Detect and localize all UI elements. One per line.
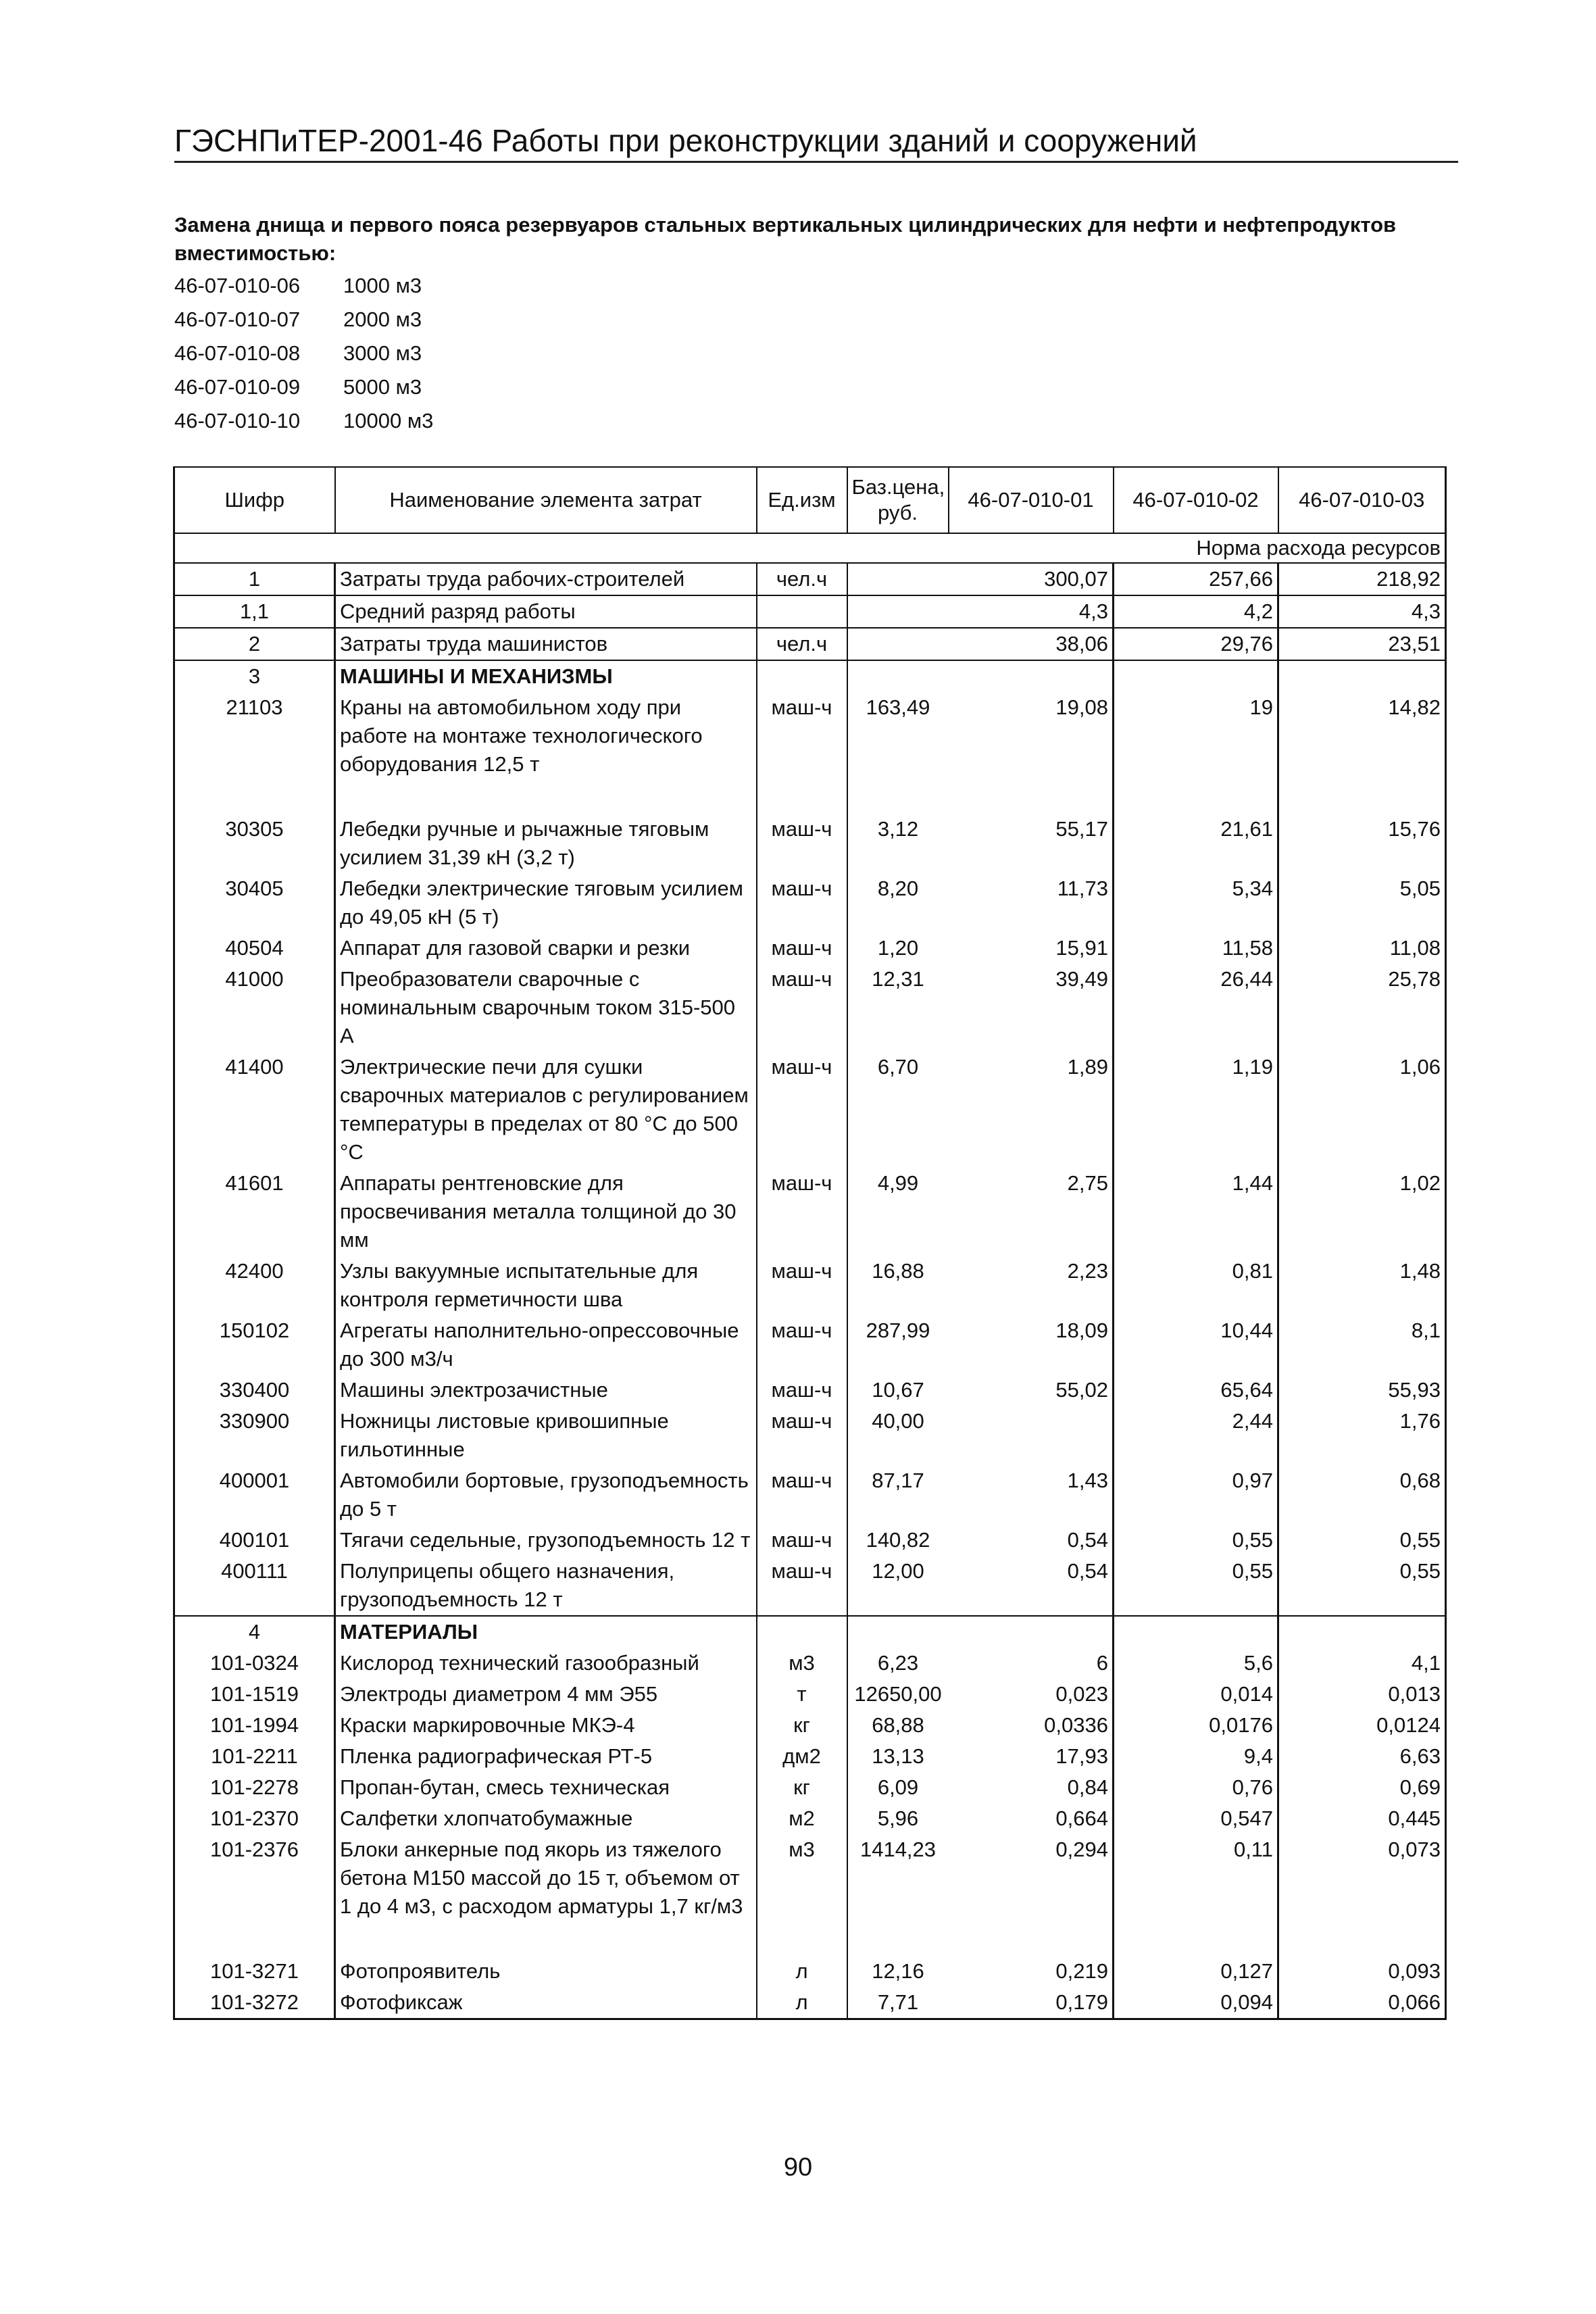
table-row	[174, 1987, 1446, 2019]
row-name: Салфетки хлопчатобумажные	[335, 1803, 757, 1834]
row-price: 7,71	[847, 1987, 949, 2019]
row-code: 3	[174, 660, 335, 692]
table-row	[174, 873, 1446, 933]
table-row	[174, 1741, 1446, 1772]
row-price: 287,99	[866, 1319, 930, 1342]
table-row	[174, 692, 1446, 780]
row-name: Преобразователи сварочные с номинальным сварочным током 315-500 А	[335, 964, 757, 1052]
row-value-col3	[1278, 660, 1446, 692]
row-value-col1: 0,023	[949, 1679, 1114, 1710]
row-price: 12,00	[872, 1559, 924, 1583]
variant-capacity: 5000 м3	[343, 375, 422, 399]
row-code: 1,1	[174, 595, 335, 628]
row-code: 101-1994	[174, 1710, 335, 1741]
row-code: 101-2211	[174, 1741, 335, 1772]
row-name: Лебедки ручные и рычажные тяговым усилием 31,39 кН (3,2 т)	[335, 814, 757, 873]
variant-item	[174, 337, 433, 370]
table-row	[174, 1710, 1446, 1741]
row-name: МАТЕРИАЛЫ	[335, 1616, 757, 1648]
row-value-col1: 18,09	[949, 1315, 1114, 1375]
row-name: Машины электрозачистные	[335, 1375, 757, 1406]
row-value-col1	[949, 660, 1114, 692]
page-number: 90	[783, 2153, 813, 2182]
spacer-cell	[1278, 780, 1446, 814]
row-value-col3: 0,066	[1278, 1987, 1446, 2019]
row-value-col1: 2,75	[949, 1168, 1114, 1256]
row-value-col1: 1,43	[949, 1465, 1114, 1525]
row-name: Полуприцепы общего назначения, грузоподъемность 12 т	[335, 1556, 757, 1616]
row-name: Фотофиксаж	[335, 1987, 757, 2019]
row-value-col2: 0,55	[1114, 1556, 1278, 1616]
row-name: Средний разряд работы	[335, 595, 757, 628]
row-name: Узлы вакуумные испытательные для контроля герметичности шва	[335, 1256, 757, 1315]
row-code: 330900	[174, 1406, 335, 1465]
header-name: Наименование элемента затрат	[335, 467, 757, 533]
row-name: Аппараты рентгеновские для просвечивания металла толщиной до 30 мм	[335, 1168, 757, 1256]
row-name: Электрические печи для сушки сварочных материалов с регулированием температуры в пределах от 80 °С до 500 °С	[335, 1052, 757, 1168]
variant-capacity: 2000 м3	[343, 307, 422, 331]
row-value-col3	[1278, 1616, 1446, 1648]
row-value-col3: 8,1	[1278, 1315, 1446, 1375]
norm-label: Норма расхода ресурсов	[174, 533, 1446, 563]
row-code: 101-2370	[174, 1803, 335, 1834]
row-unit: маш-ч	[757, 1052, 847, 1168]
row-code: 101-2376	[174, 1834, 335, 1922]
header-col3: 46-07-010-03	[1278, 467, 1446, 533]
row-name: Кислород технический газообразный	[335, 1648, 757, 1679]
row-value-col1: 0,179	[949, 1987, 1114, 2019]
table-row	[174, 1648, 1446, 1679]
row-name: Затраты труда рабочих-строителей	[335, 563, 757, 595]
row-name: Пленка радиографическая РТ-5	[335, 1741, 757, 1772]
row-value-col1: 4,3	[949, 595, 1114, 628]
row-code: 400101	[174, 1525, 335, 1556]
row-price	[847, 563, 949, 595]
row-name: Лебедки электрические тяговым усилием до 49,05 кН (5 т)	[335, 873, 757, 933]
row-value-col3: 5,05	[1278, 873, 1446, 933]
spacer-cell	[847, 780, 949, 814]
row-price: 6,09	[877, 1775, 919, 1799]
row-value-col3: 4,1	[1278, 1648, 1446, 1679]
table-spacer-row	[174, 780, 1446, 814]
resource-table-wrapper	[173, 466, 1445, 2020]
row-value-col2: 1,44	[1114, 1168, 1278, 1256]
variant-item	[174, 370, 433, 404]
row-value-col2: 0,547	[1114, 1803, 1278, 1834]
row-value-col3: 1,76	[1278, 1406, 1446, 1465]
row-value-col3: 0,073	[1278, 1834, 1446, 1922]
row-value-col2: 0,81	[1114, 1256, 1278, 1315]
variant-capacity: 10000 м3	[343, 409, 434, 433]
spacer-cell	[949, 780, 1114, 814]
row-value-col3: 15,76	[1278, 814, 1446, 873]
row-price: 8,20	[877, 877, 919, 900]
row-unit: маш-ч	[757, 692, 847, 780]
table-row	[174, 1315, 1446, 1375]
row-unit: маш-ч	[757, 1556, 847, 1616]
row-unit: т	[757, 1679, 847, 1710]
row-code: 30405	[174, 873, 335, 933]
table-row	[174, 1956, 1446, 1987]
table-row	[174, 1525, 1446, 1556]
spacer-cell	[757, 780, 847, 814]
row-name: Агрегаты наполнительно-опрессовочные до 300 м3/ч	[335, 1315, 757, 1375]
table-row	[174, 1772, 1446, 1803]
row-unit: кг	[757, 1772, 847, 1803]
row-value-col2: 0,11	[1114, 1834, 1278, 1922]
row-code: 4	[174, 1616, 335, 1648]
row-value-col2: 9,4	[1114, 1741, 1278, 1772]
row-unit: маш-ч	[757, 1375, 847, 1406]
row-value-col1: 300,07	[949, 563, 1114, 595]
row-price: 87,17	[872, 1469, 924, 1492]
row-value-col3: 6,63	[1278, 1741, 1446, 1772]
row-name: Аппарат для газовой сварки и резки	[335, 933, 757, 964]
row-value-col3: 0,69	[1278, 1772, 1446, 1803]
norm-label-row	[174, 533, 1446, 563]
table-row	[174, 660, 1446, 692]
row-value-col3: 23,51	[1278, 628, 1446, 660]
row-name: Краны на автомобильном ходу при работе на монтаже технологического оборудования 12,5 т	[335, 692, 757, 780]
row-value-col3: 14,82	[1278, 692, 1446, 780]
row-price: 13,13	[872, 1744, 924, 1768]
row-unit: чел.ч	[757, 563, 847, 595]
table-row	[174, 1803, 1446, 1834]
row-price: 68,88	[872, 1713, 924, 1737]
row-value-col2: 0,55	[1114, 1525, 1278, 1556]
row-value-col3: 1,06	[1278, 1052, 1446, 1168]
row-unit: маш-ч	[757, 1465, 847, 1525]
row-price: 163,49	[866, 695, 930, 719]
resource-table	[173, 466, 1447, 2020]
row-value-col1	[949, 1406, 1114, 1465]
row-price: 16,88	[872, 1259, 924, 1283]
header-code: Шифр	[174, 467, 335, 533]
row-price: 4,99	[877, 1171, 919, 1195]
header-price: Баз.цена, руб.	[847, 467, 949, 533]
header-rule	[174, 161, 1458, 163]
row-value-col3: 0,093	[1278, 1956, 1446, 1987]
row-value-col1: 0,54	[949, 1556, 1114, 1616]
row-value-col2: 0,127	[1114, 1956, 1278, 1987]
row-code: 40504	[174, 933, 335, 964]
table-row	[174, 1679, 1446, 1710]
row-value-col1: 2,23	[949, 1256, 1114, 1315]
row-value-col1: 0,294	[949, 1834, 1114, 1922]
row-name: Блоки анкерные под якорь из тяжелого бетона М150 массой до 15 т, объемом от 1 до 4 м3, с расходом арматуры 1,7 кг/м3	[335, 1834, 757, 1922]
row-price: 140,82	[866, 1528, 930, 1552]
spacer-cell	[847, 1922, 949, 1956]
row-value-col2	[1114, 660, 1278, 692]
row-value-col3: 0,013	[1278, 1679, 1446, 1710]
row-value-col2: 26,44	[1114, 964, 1278, 1052]
row-value-col2: 5,6	[1114, 1648, 1278, 1679]
variant-item	[174, 269, 433, 303]
table-body	[174, 563, 1446, 2019]
row-value-col2: 1,19	[1114, 1052, 1278, 1168]
row-value-col1: 15,91	[949, 933, 1114, 964]
row-unit: маш-ч	[757, 814, 847, 873]
spacer-cell	[174, 1922, 335, 1956]
row-code: 400001	[174, 1465, 335, 1525]
table-row	[174, 1465, 1446, 1525]
row-unit: маш-ч	[757, 1256, 847, 1315]
row-code: 2	[174, 628, 335, 660]
spacer-cell	[1278, 1922, 1446, 1956]
row-price: 12,16	[872, 1959, 924, 1983]
table-row	[174, 1375, 1446, 1406]
row-price: 5,96	[877, 1806, 919, 1830]
row-value-col2: 29,76	[1114, 628, 1278, 660]
row-value-col3: 0,55	[1278, 1525, 1446, 1556]
spacer-cell	[757, 1922, 847, 1956]
row-value-col1: 17,93	[949, 1741, 1114, 1772]
row-price: 10,67	[872, 1378, 924, 1402]
row-name: Автомобили бортовые, грузоподъемность до 5 т	[335, 1465, 757, 1525]
row-code: 42400	[174, 1256, 335, 1315]
table-row	[174, 1556, 1446, 1616]
row-unit	[757, 660, 847, 692]
row-value-col3: 25,78	[1278, 964, 1446, 1052]
row-value-col2: 65,64	[1114, 1375, 1278, 1406]
intro-text: Замена днища и первого пояса резервуаров стальных вертикальных цилиндрических для нефти и нефтепродуктов вместимостью:	[174, 213, 1397, 265]
row-value-col2: 21,61	[1114, 814, 1278, 873]
row-code: 41000	[174, 964, 335, 1052]
page-header-title: ГЭСНПиТЕР-2001-46 Работы при реконструкции зданий и сооружений	[174, 123, 1197, 158]
row-code: 101-1519	[174, 1679, 335, 1710]
table-row	[174, 1834, 1446, 1922]
row-name: Фотопроявитель	[335, 1956, 757, 1987]
row-code: 101-3271	[174, 1956, 335, 1987]
row-price: 1,20	[877, 936, 919, 960]
row-unit: м3	[757, 1834, 847, 1922]
row-price: 6,70	[877, 1055, 919, 1079]
row-unit: маш-ч	[757, 1525, 847, 1556]
row-value-col2: 0,76	[1114, 1772, 1278, 1803]
row-unit: маш-ч	[757, 1315, 847, 1375]
row-price: 40,00	[872, 1409, 924, 1433]
row-name: Пропан-бутан, смесь техническая	[335, 1772, 757, 1803]
table-spacer-row	[174, 1922, 1446, 1956]
variants-list	[174, 269, 433, 438]
row-value-col1: 0,0336	[949, 1710, 1114, 1741]
row-unit: маш-ч	[757, 1406, 847, 1465]
row-price	[847, 628, 949, 660]
spacer-cell	[949, 1922, 1114, 1956]
row-unit	[757, 1616, 847, 1648]
table-row	[174, 933, 1446, 964]
row-value-col2: 0,97	[1114, 1465, 1278, 1525]
row-code: 41400	[174, 1052, 335, 1168]
row-value-col1: 0,54	[949, 1525, 1114, 1556]
row-price: 3,12	[877, 817, 919, 841]
row-value-col2: 0,094	[1114, 1987, 1278, 2019]
row-code: 150102	[174, 1315, 335, 1375]
row-unit	[757, 595, 847, 628]
table-row	[174, 1406, 1446, 1465]
header-col2: 46-07-010-02	[1114, 467, 1278, 533]
row-value-col2: 4,2	[1114, 595, 1278, 628]
row-name: Ножницы листовые кривошипные гильотинные	[335, 1406, 757, 1465]
table-row	[174, 1168, 1446, 1256]
row-value-col1	[949, 1616, 1114, 1648]
header-unit: Ед.изм	[757, 467, 847, 533]
table-row	[174, 1052, 1446, 1168]
row-value-col3: 0,68	[1278, 1465, 1446, 1525]
row-unit: чел.ч	[757, 628, 847, 660]
row-price: 12,31	[872, 967, 924, 991]
row-name: Электроды диаметром 4 мм Э55	[335, 1679, 757, 1710]
row-code: 330400	[174, 1375, 335, 1406]
row-price: 1414,23	[859, 1838, 937, 1861]
row-value-col2: 2,44	[1114, 1406, 1278, 1465]
row-value-col1: 0,84	[949, 1772, 1114, 1803]
row-value-col3: 218,92	[1278, 563, 1446, 595]
row-value-col1: 38,06	[949, 628, 1114, 660]
table-row	[174, 964, 1446, 1052]
row-unit: маш-ч	[757, 964, 847, 1052]
variant-code: 46-07-010-09	[174, 375, 301, 399]
row-unit: л	[757, 1956, 847, 1987]
row-price	[847, 595, 949, 628]
row-unit: кг	[757, 1710, 847, 1741]
row-value-col1: 1,89	[949, 1052, 1114, 1168]
row-value-col2: 11,58	[1114, 933, 1278, 964]
spacer-cell	[1114, 1922, 1278, 1956]
row-value-col1: 19,08	[949, 692, 1114, 780]
row-value-col1: 39,49	[949, 964, 1114, 1052]
variant-code: 46-07-010-07	[174, 307, 301, 331]
row-name: Краски маркировочные МКЭ-4	[335, 1710, 757, 1741]
row-value-col1: 11,73	[949, 873, 1114, 933]
variant-code: 46-07-010-06	[174, 274, 301, 297]
row-value-col3: 1,48	[1278, 1256, 1446, 1315]
row-value-col1: 55,02	[949, 1375, 1114, 1406]
row-unit: маш-ч	[757, 873, 847, 933]
header-col1: 46-07-010-01	[949, 467, 1114, 533]
row-code: 41601	[174, 1168, 335, 1256]
table-row	[174, 563, 1446, 595]
table-row	[174, 1256, 1446, 1315]
variant-item	[174, 303, 433, 337]
row-code: 21103	[174, 692, 335, 780]
row-value-col3: 55,93	[1278, 1375, 1446, 1406]
row-code: 400111	[174, 1556, 335, 1616]
row-code: 101-2278	[174, 1772, 335, 1803]
row-unit: л	[757, 1987, 847, 2019]
spacer-cell	[335, 1922, 757, 1956]
row-price	[847, 1616, 949, 1648]
row-price	[847, 660, 949, 692]
row-value-col3: 4,3	[1278, 595, 1446, 628]
table-header-row	[174, 467, 1446, 533]
row-code: 101-3272	[174, 1987, 335, 2019]
row-unit: м2	[757, 1803, 847, 1834]
spacer-cell	[335, 780, 757, 814]
row-value-col3: 11,08	[1278, 933, 1446, 964]
spacer-cell	[174, 780, 335, 814]
row-unit: м3	[757, 1648, 847, 1679]
variant-capacity: 3000 м3	[343, 341, 422, 365]
row-name: МАШИНЫ И МЕХАНИЗМЫ	[335, 660, 757, 692]
row-value-col1: 55,17	[949, 814, 1114, 873]
row-price: 12650,00	[854, 1682, 942, 1706]
row-code: 30305	[174, 814, 335, 873]
row-value-col1: 6	[949, 1648, 1114, 1679]
table-row	[174, 595, 1446, 628]
row-value-col3: 0,0124	[1278, 1710, 1446, 1741]
row-unit: маш-ч	[757, 933, 847, 964]
table-row	[174, 628, 1446, 660]
row-value-col3: 1,02	[1278, 1168, 1446, 1256]
row-unit: маш-ч	[757, 1168, 847, 1256]
row-value-col1: 0,664	[949, 1803, 1114, 1834]
variant-item	[174, 404, 433, 438]
row-value-col2: 10,44	[1114, 1315, 1278, 1375]
row-value-col1: 0,219	[949, 1956, 1114, 1987]
row-value-col2: 0,0176	[1114, 1710, 1278, 1741]
row-price: 6,23	[877, 1651, 919, 1675]
variant-capacity: 1000 м3	[343, 274, 422, 297]
row-value-col2	[1114, 1616, 1278, 1648]
row-value-col2: 257,66	[1114, 563, 1278, 595]
row-name: Затраты труда машинистов	[335, 628, 757, 660]
row-value-col2: 5,34	[1114, 873, 1278, 933]
variant-code: 46-07-010-08	[174, 341, 301, 365]
row-unit: дм2	[757, 1741, 847, 1772]
row-value-col2: 0,014	[1114, 1679, 1278, 1710]
table-row	[174, 814, 1446, 873]
row-value-col3: 0,55	[1278, 1556, 1446, 1616]
spacer-cell	[1114, 780, 1278, 814]
row-code: 1	[174, 563, 335, 595]
row-value-col3: 0,445	[1278, 1803, 1446, 1834]
variant-code: 46-07-010-10	[174, 409, 301, 433]
table-row	[174, 1616, 1446, 1648]
row-name: Тягачи седельные, грузоподъемность 12 т	[335, 1525, 757, 1556]
row-value-col2: 19	[1114, 692, 1278, 780]
row-code: 101-0324	[174, 1648, 335, 1679]
